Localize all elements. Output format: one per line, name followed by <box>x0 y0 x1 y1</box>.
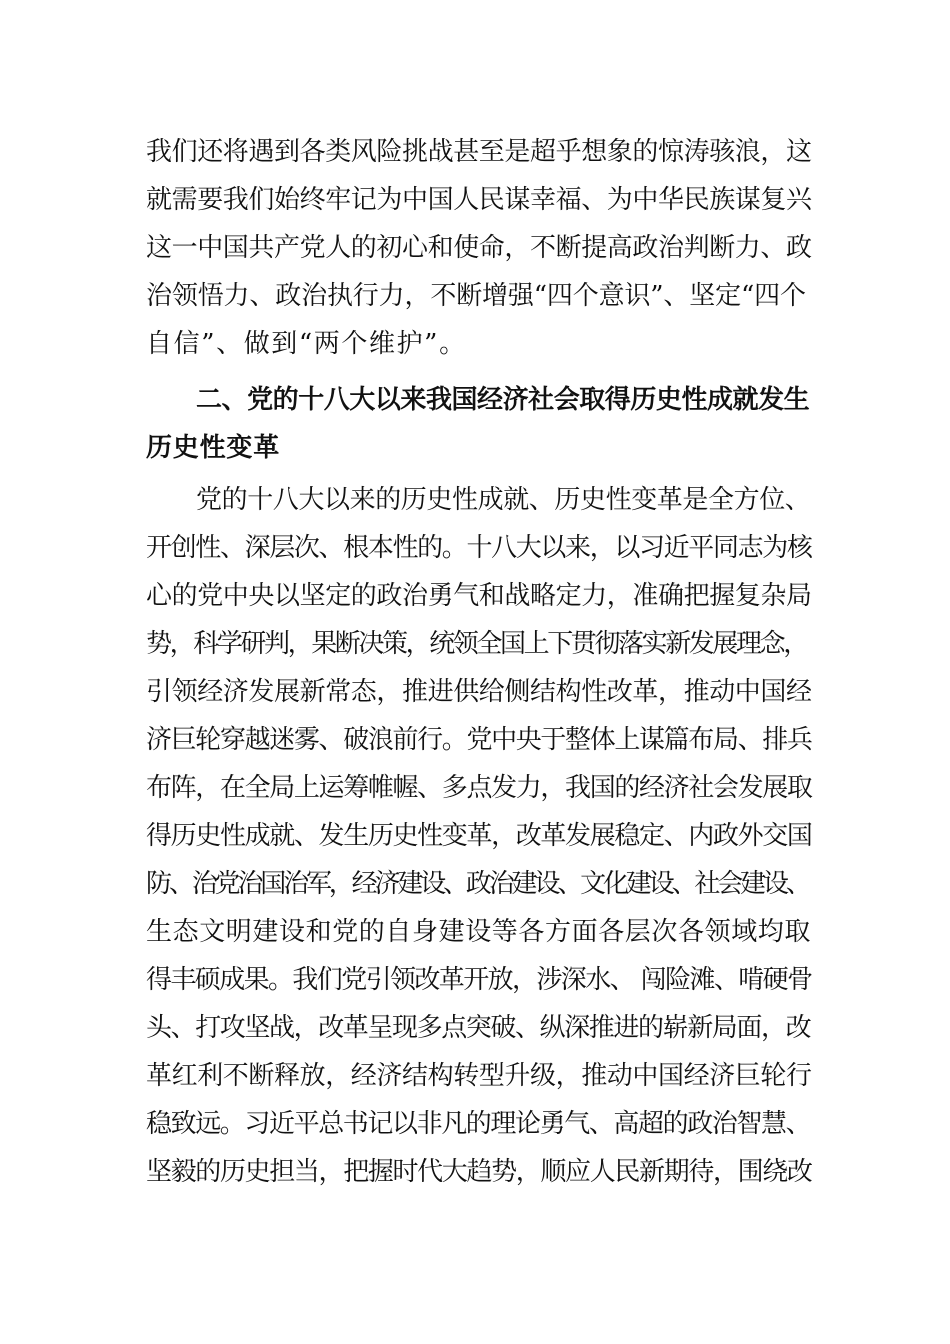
paragraph-line: 就需要我们始终牢记为中国人民谋幸福、为中华民族谋复兴 <box>146 185 812 215</box>
paragraph-line: 济巨轮穿越迷雾、破浪前行。党中央于整体上谋篇布局、排兵 <box>146 725 812 755</box>
section-heading: 二、党的十八大以来我国经济社会取得历史性成就发生 <box>196 385 810 415</box>
paragraph-line: 心的党中央以坚定的政治勇气和战略定力，准确把握复杂局 <box>146 581 812 611</box>
paragraph-line: 得历史性成就、发生历史性变革，改革发展稳定、内政外交国 <box>146 821 812 851</box>
paragraph-line: 革红利不断释放，经济结构转型升级，推动中国经济巨轮行 <box>146 1061 812 1091</box>
paragraph-line: 防、治党治国治军，经济建设、政治建设、文化建设、社会建设、 <box>146 869 809 899</box>
section-heading: 历史性变革 <box>146 433 281 463</box>
paragraph-line: 布阵，在全局上运筹帷幄、多点发力，我国的经济社会发展取 <box>146 773 812 803</box>
paragraph-line: 开创性、深层次、根本性的。十八大以来，以习近平同志为核 <box>146 533 812 563</box>
paragraph-line: 坚毅的历史担当，把握时代大趋势，顺应人民新期待，围绕改 <box>146 1157 812 1187</box>
paragraph-line: 我们还将遇到各类风险挑战甚至是超乎想象的惊涛骇浪，这 <box>146 137 812 167</box>
paragraph-line: 治领悟力、政治执行力，不断增强“四个意识”、坚定“四个 <box>146 281 806 311</box>
paragraph-line: 稳致远。习近平总书记以非凡的理论勇气、高超的政治智慧、 <box>146 1109 811 1139</box>
paragraph-line: 得丰硕成果。我们党引领改革开放，涉深水、 闯险滩、啃硬骨 <box>146 965 812 995</box>
paragraph-line: 头、打攻坚战，改革呈现多点突破、纵深推进的崭新局面，改 <box>146 1013 811 1043</box>
paragraph-line: 党的十八大以来的历史性成就、历史性变革是全方位、 <box>196 485 811 515</box>
paragraph-line: 引领经济发展新常态，推进供给侧结构性改革，推动中国经 <box>146 677 812 707</box>
paragraph-line: 生态文明建设和党的自身建设等各方面各层次各领域均取 <box>146 917 812 947</box>
paragraph-line: 这一中国共产党人的初心和使命，不断提高政治判断力、政 <box>146 233 812 263</box>
paragraph-line: 势，科学研判，果断决策，统领全国上下贯彻落实新发展理念， <box>146 629 807 659</box>
paragraph-line: 自信”、做到“两个维护”。 <box>146 329 467 359</box>
